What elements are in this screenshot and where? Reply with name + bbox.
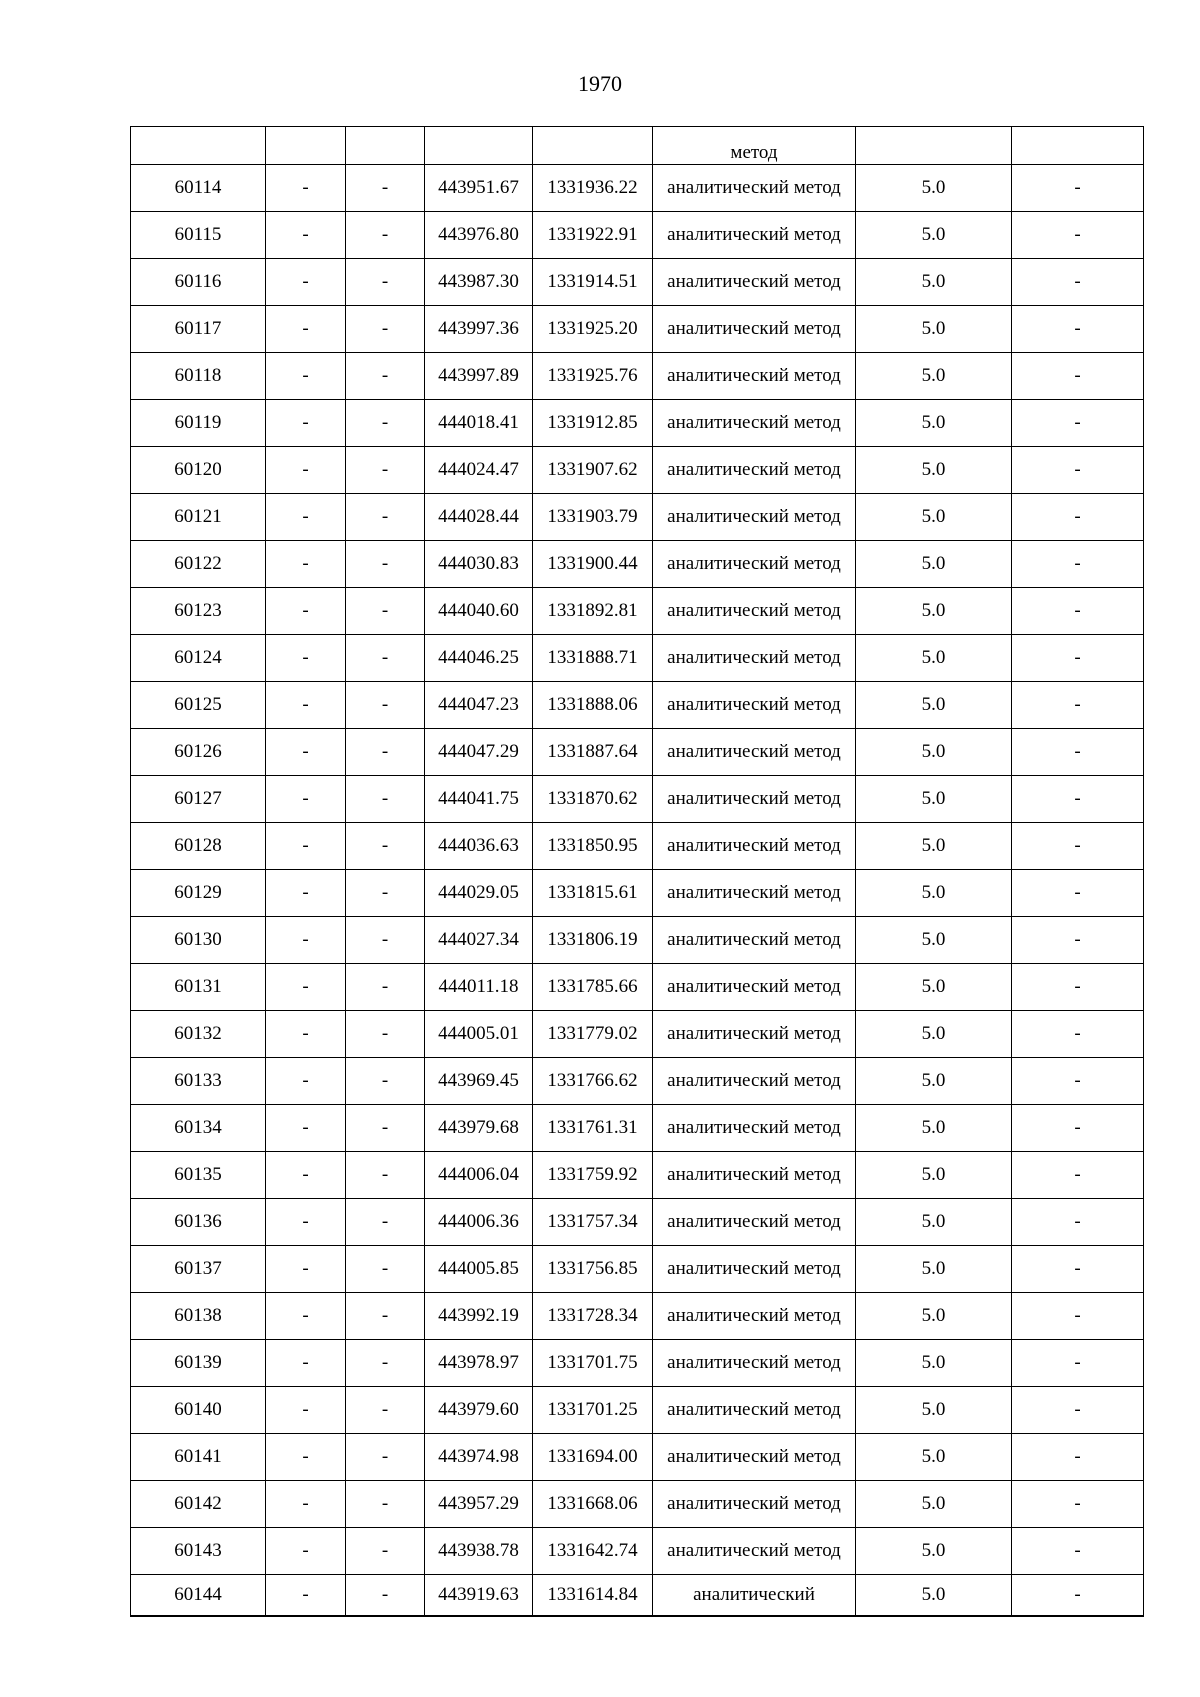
cell-note: -: [1012, 400, 1144, 447]
cell-note: -: [1012, 353, 1144, 400]
cell-c3: -: [346, 1105, 425, 1152]
cell-accuracy: 5.0: [856, 541, 1012, 588]
cell-y: 1331922.91: [533, 212, 653, 259]
cell-note: -: [1012, 1246, 1144, 1293]
cell-y: 1331912.85: [533, 400, 653, 447]
cell-id: 60135: [131, 1152, 266, 1199]
cell-note: -: [1012, 1152, 1144, 1199]
cell-c3: -: [346, 588, 425, 635]
cell-y: 1331815.61: [533, 870, 653, 917]
cell-y: 1331694.00: [533, 1434, 653, 1481]
cell-y: 1331925.20: [533, 306, 653, 353]
cell-c3: -: [346, 494, 425, 541]
cell-c2: -: [266, 1340, 346, 1387]
cell-x: 443957.29: [425, 1481, 533, 1528]
cell-c3: -: [346, 1481, 425, 1528]
table-row: [131, 682, 1144, 729]
cell-y: 1331936.22: [533, 165, 653, 212]
table-row: [131, 1105, 1144, 1152]
cell-accuracy: 5.0: [856, 870, 1012, 917]
cell-accuracy: 5.0: [856, 1481, 1012, 1528]
cell-y: 1331701.25: [533, 1387, 653, 1434]
cell-x: 443997.36: [425, 306, 533, 353]
cell-method: аналитический метод: [653, 588, 856, 635]
cell-accuracy: 5.0: [856, 1340, 1012, 1387]
table-row: [131, 1058, 1144, 1105]
cell-c2: -: [266, 682, 346, 729]
cell-method: аналитический метод: [653, 1434, 856, 1481]
cell-note: -: [1012, 541, 1144, 588]
table-row: [131, 1246, 1144, 1293]
cell-accuracy: [856, 127, 1012, 165]
cell-method: аналитический метод: [653, 776, 856, 823]
table-row: [131, 823, 1144, 870]
cell-note: -: [1012, 1434, 1144, 1481]
cell-y: 1331759.92: [533, 1152, 653, 1199]
cell-x: 444005.85: [425, 1246, 533, 1293]
cell-c2: -: [266, 353, 346, 400]
cell-method: аналитический метод: [653, 729, 856, 776]
cell-c2: -: [266, 588, 346, 635]
cell-c3: -: [346, 165, 425, 212]
table-row: [131, 917, 1144, 964]
cell-c3: -: [346, 682, 425, 729]
table-row: [131, 588, 1144, 635]
cell-x: 443951.67: [425, 165, 533, 212]
table-row: [131, 259, 1144, 306]
cell-c2: -: [266, 1575, 346, 1617]
cell-accuracy: 5.0: [856, 306, 1012, 353]
cell-accuracy: 5.0: [856, 400, 1012, 447]
cell-c3: -: [346, 1011, 425, 1058]
cell-accuracy: 5.0: [856, 588, 1012, 635]
table-row: [131, 964, 1144, 1011]
page-number: 1970: [578, 71, 622, 96]
cell-c2: -: [266, 1152, 346, 1199]
cell-note: -: [1012, 259, 1144, 306]
cell-note: -: [1012, 917, 1144, 964]
cell-y: 1331870.62: [533, 776, 653, 823]
cell-c3: -: [346, 1387, 425, 1434]
cell-c3: -: [346, 823, 425, 870]
cell-accuracy: 5.0: [856, 823, 1012, 870]
cell-accuracy: 5.0: [856, 1528, 1012, 1575]
cell-y: 1331757.34: [533, 1199, 653, 1246]
table-row: [131, 212, 1144, 259]
cell-x: 444006.36: [425, 1199, 533, 1246]
cell-c3: -: [346, 729, 425, 776]
cell-id: 60121: [131, 494, 266, 541]
cell-y: 1331785.66: [533, 964, 653, 1011]
cell-id: 60144: [131, 1575, 266, 1617]
cell-x: 444006.04: [425, 1152, 533, 1199]
cell-x: 443976.80: [425, 212, 533, 259]
cell-c2: -: [266, 776, 346, 823]
cell-accuracy: 5.0: [856, 1199, 1012, 1246]
table-row: [131, 1575, 1144, 1617]
cell-x: 443974.98: [425, 1434, 533, 1481]
cell-id: 60126: [131, 729, 266, 776]
cell-note: -: [1012, 1058, 1144, 1105]
cell-accuracy: 5.0: [856, 917, 1012, 964]
cell-c2: -: [266, 447, 346, 494]
cell-y: 1331907.62: [533, 447, 653, 494]
cell-method: аналитический метод: [653, 541, 856, 588]
cell-note: -: [1012, 682, 1144, 729]
cell-y: 1331779.02: [533, 1011, 653, 1058]
table-row: [131, 776, 1144, 823]
cell-note: -: [1012, 1293, 1144, 1340]
cell-method: аналитический метод: [653, 964, 856, 1011]
cell-c3: -: [346, 1058, 425, 1105]
cell-y: 1331900.44: [533, 541, 653, 588]
cell-id: 60141: [131, 1434, 266, 1481]
cell-note: -: [1012, 588, 1144, 635]
cell-c2: -: [266, 729, 346, 776]
table-row: [131, 400, 1144, 447]
cell-id: 60129: [131, 870, 266, 917]
cell-x: 444028.44: [425, 494, 533, 541]
cell-y: 1331925.76: [533, 353, 653, 400]
cell-y: 1331728.34: [533, 1293, 653, 1340]
cell-c2: -: [266, 635, 346, 682]
cell-c2: -: [266, 212, 346, 259]
cell-c3: -: [346, 635, 425, 682]
cell-x: 443979.68: [425, 1105, 533, 1152]
cell-c2: -: [266, 1105, 346, 1152]
cell-id: 60138: [131, 1293, 266, 1340]
cell-id: 60120: [131, 447, 266, 494]
cell-x: 444027.34: [425, 917, 533, 964]
cell-id: 60134: [131, 1105, 266, 1152]
cell-method: аналитический метод: [653, 1340, 856, 1387]
cell-c2: -: [266, 1293, 346, 1340]
table-body: [131, 127, 1144, 1617]
cell-c2: -: [266, 917, 346, 964]
cell-id: 60118: [131, 353, 266, 400]
cell-y: 1331888.71: [533, 635, 653, 682]
table-row: [131, 1293, 1144, 1340]
cell-y: 1331888.06: [533, 682, 653, 729]
cell-id: 60136: [131, 1199, 266, 1246]
cell-x: 444018.41: [425, 400, 533, 447]
table-row: [131, 1434, 1144, 1481]
cell-c2: -: [266, 964, 346, 1011]
cell-accuracy: 5.0: [856, 1387, 1012, 1434]
cell-c2: [266, 127, 346, 165]
cell-method: аналитический метод: [653, 1481, 856, 1528]
table-row: [131, 353, 1144, 400]
cell-y: [533, 127, 653, 165]
table-row: [131, 729, 1144, 776]
cell-c3: -: [346, 1293, 425, 1340]
cell-c2: -: [266, 1199, 346, 1246]
table-row: [131, 1152, 1144, 1199]
cell-c3: -: [346, 212, 425, 259]
cell-y: 1331761.31: [533, 1105, 653, 1152]
cell-x: 444030.83: [425, 541, 533, 588]
cell-c2: -: [266, 823, 346, 870]
cell-c3: -: [346, 1434, 425, 1481]
cell-method: аналитический метод: [653, 1105, 856, 1152]
cell-note: [1012, 127, 1144, 165]
table-row: [131, 870, 1144, 917]
cell-method: аналитический метод: [653, 1199, 856, 1246]
cell-accuracy: 5.0: [856, 1575, 1012, 1617]
cell-note: -: [1012, 1105, 1144, 1152]
cell-note: -: [1012, 447, 1144, 494]
cell-x: 443938.78: [425, 1528, 533, 1575]
cell-method: аналитический метод: [653, 1058, 856, 1105]
cell-c3: -: [346, 870, 425, 917]
cell-c3: -: [346, 306, 425, 353]
cell-id: 60125: [131, 682, 266, 729]
cell-id: 60119: [131, 400, 266, 447]
cell-id: 60130: [131, 917, 266, 964]
cell-y: 1331806.19: [533, 917, 653, 964]
cell-c3: -: [346, 1246, 425, 1293]
cell-c2: -: [266, 1528, 346, 1575]
cell-note: -: [1012, 1481, 1144, 1528]
cell-c3: -: [346, 541, 425, 588]
cell-id: 60122: [131, 541, 266, 588]
cell-id: [131, 127, 266, 165]
cell-accuracy: 5.0: [856, 212, 1012, 259]
cell-y: 1331642.74: [533, 1528, 653, 1575]
cell-x: 443978.97: [425, 1340, 533, 1387]
cell-method: аналитический метод: [653, 353, 856, 400]
cell-note: -: [1012, 1528, 1144, 1575]
cell-note: -: [1012, 1011, 1144, 1058]
cell-method: аналитический метод: [653, 447, 856, 494]
cell-c3: -: [346, 353, 425, 400]
cell-accuracy: 5.0: [856, 259, 1012, 306]
cell-id: 60124: [131, 635, 266, 682]
cell-y: 1331887.64: [533, 729, 653, 776]
cell-id: 60128: [131, 823, 266, 870]
cell-accuracy: 5.0: [856, 1152, 1012, 1199]
cell-x: 444029.05: [425, 870, 533, 917]
cell-id: 60143: [131, 1528, 266, 1575]
table-row: [131, 1199, 1144, 1246]
cell-accuracy: 5.0: [856, 1105, 1012, 1152]
cell-method: аналитический метод: [653, 1011, 856, 1058]
cell-note: -: [1012, 165, 1144, 212]
table-row: [131, 306, 1144, 353]
cell-accuracy: 5.0: [856, 635, 1012, 682]
table-row: [131, 635, 1144, 682]
cell-c2: -: [266, 1434, 346, 1481]
cell-c2: -: [266, 1246, 346, 1293]
coordinates-table: [130, 126, 1144, 1617]
cell-x: 444011.18: [425, 964, 533, 1011]
cell-accuracy: 5.0: [856, 353, 1012, 400]
cell-note: -: [1012, 494, 1144, 541]
cell-note: -: [1012, 1199, 1144, 1246]
cell-note: -: [1012, 635, 1144, 682]
cell-c3: -: [346, 1528, 425, 1575]
cell-method: аналитический метод: [653, 635, 856, 682]
cell-accuracy: 5.0: [856, 682, 1012, 729]
cell-c2: -: [266, 1387, 346, 1434]
cell-method: аналитический метод: [653, 1246, 856, 1293]
cell-c3: -: [346, 964, 425, 1011]
cell-method: аналитический метод: [653, 400, 856, 447]
cell-x: 444036.63: [425, 823, 533, 870]
cell-id: 60127: [131, 776, 266, 823]
cell-y: 1331850.95: [533, 823, 653, 870]
cell-note: -: [1012, 1387, 1144, 1434]
cell-note: -: [1012, 823, 1144, 870]
cell-c3: -: [346, 400, 425, 447]
cell-x: 443979.60: [425, 1387, 533, 1434]
cell-method: метод: [653, 127, 856, 165]
cell-note: -: [1012, 964, 1144, 1011]
cell-accuracy: 5.0: [856, 776, 1012, 823]
table-row: [131, 1528, 1144, 1575]
cell-c2: -: [266, 541, 346, 588]
cell-x: 444024.47: [425, 447, 533, 494]
table-row: [131, 447, 1144, 494]
table-row-continued: [131, 127, 1144, 165]
table-row: [131, 1011, 1144, 1058]
cell-c2: -: [266, 306, 346, 353]
table-row: [131, 494, 1144, 541]
cell-id: 60114: [131, 165, 266, 212]
cell-note: -: [1012, 212, 1144, 259]
table-row: [131, 1481, 1144, 1528]
cell-accuracy: 5.0: [856, 494, 1012, 541]
cell-c3: -: [346, 776, 425, 823]
cell-method: аналитический метод: [653, 823, 856, 870]
cell-accuracy: 5.0: [856, 729, 1012, 776]
cell-note: -: [1012, 1340, 1144, 1387]
cell-c2: -: [266, 1481, 346, 1528]
cell-x: 443987.30: [425, 259, 533, 306]
cell-id: 60116: [131, 259, 266, 306]
cell-x: 444005.01: [425, 1011, 533, 1058]
cell-note: -: [1012, 776, 1144, 823]
cell-y: 1331766.62: [533, 1058, 653, 1105]
cell-y: 1331756.85: [533, 1246, 653, 1293]
cell-y: 1331614.84: [533, 1575, 653, 1617]
cell-method: аналитический метод: [653, 1293, 856, 1340]
cell-id: 60142: [131, 1481, 266, 1528]
cell-method: аналитический метод: [653, 1528, 856, 1575]
cell-id: 60117: [131, 306, 266, 353]
cell-accuracy: 5.0: [856, 1058, 1012, 1105]
cell-id: 60137: [131, 1246, 266, 1293]
cell-x: 444041.75: [425, 776, 533, 823]
table-row: [131, 165, 1144, 212]
cell-method: аналитический метод: [653, 306, 856, 353]
cell-c3: -: [346, 917, 425, 964]
table-row: [131, 1387, 1144, 1434]
cell-method: аналитический: [653, 1575, 856, 1617]
cell-c3: [346, 127, 425, 165]
cell-x: 443997.89: [425, 353, 533, 400]
cell-x: 443919.63: [425, 1575, 533, 1617]
cell-id: 60131: [131, 964, 266, 1011]
cell-y: 1331668.06: [533, 1481, 653, 1528]
cell-note: -: [1012, 729, 1144, 776]
cell-note: -: [1012, 1575, 1144, 1617]
cell-method: аналитический метод: [653, 259, 856, 306]
cell-id: 60133: [131, 1058, 266, 1105]
cell-accuracy: 5.0: [856, 1011, 1012, 1058]
cell-x: [425, 127, 533, 165]
table-row: [131, 1340, 1144, 1387]
cell-method: аналитический метод: [653, 1152, 856, 1199]
cell-c3: -: [346, 1340, 425, 1387]
cell-note: -: [1012, 870, 1144, 917]
cell-method: аналитический метод: [653, 494, 856, 541]
cell-id: 60139: [131, 1340, 266, 1387]
cell-c2: -: [266, 400, 346, 447]
cell-y: 1331903.79: [533, 494, 653, 541]
cell-accuracy: 5.0: [856, 165, 1012, 212]
cell-method: аналитический метод: [653, 165, 856, 212]
cell-accuracy: 5.0: [856, 1293, 1012, 1340]
cell-note: -: [1012, 306, 1144, 353]
cell-id: 60123: [131, 588, 266, 635]
cell-c3: -: [346, 259, 425, 306]
cell-id: 60140: [131, 1387, 266, 1434]
cell-id: 60115: [131, 212, 266, 259]
cell-y: 1331892.81: [533, 588, 653, 635]
cell-method: аналитический метод: [653, 682, 856, 729]
cell-y: 1331914.51: [533, 259, 653, 306]
cell-method: аналитический метод: [653, 870, 856, 917]
cell-c2: -: [266, 165, 346, 212]
cell-x: 444046.25: [425, 635, 533, 682]
cell-c3: -: [346, 1152, 425, 1199]
cell-accuracy: 5.0: [856, 1246, 1012, 1293]
cell-x: 444040.60: [425, 588, 533, 635]
cell-c2: -: [266, 1011, 346, 1058]
cell-accuracy: 5.0: [856, 1434, 1012, 1481]
cell-c2: -: [266, 494, 346, 541]
cell-x: 444047.29: [425, 729, 533, 776]
table-row: [131, 541, 1144, 588]
cell-method: аналитический метод: [653, 1387, 856, 1434]
cell-accuracy: 5.0: [856, 447, 1012, 494]
cell-c2: -: [266, 870, 346, 917]
cell-accuracy: 5.0: [856, 964, 1012, 1011]
cell-method: аналитический метод: [653, 212, 856, 259]
cell-c3: -: [346, 1199, 425, 1246]
cell-c3: -: [346, 1575, 425, 1617]
cell-c3: -: [346, 447, 425, 494]
cell-x: 443992.19: [425, 1293, 533, 1340]
cell-c2: -: [266, 1058, 346, 1105]
cell-y: 1331701.75: [533, 1340, 653, 1387]
cell-x: 443969.45: [425, 1058, 533, 1105]
cell-method: аналитический метод: [653, 917, 856, 964]
cell-x: 444047.23: [425, 682, 533, 729]
cell-c2: -: [266, 259, 346, 306]
cell-id: 60132: [131, 1011, 266, 1058]
